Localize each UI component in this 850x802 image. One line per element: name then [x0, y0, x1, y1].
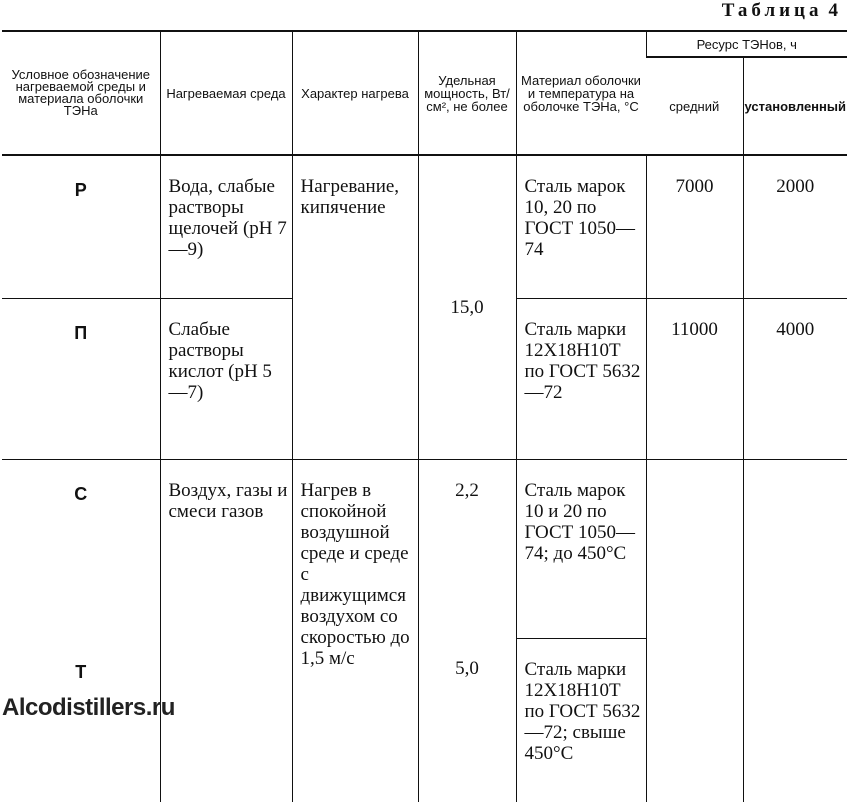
row-label: Р: [2, 155, 160, 299]
row-label: Т: [2, 638, 160, 802]
header-average: средний: [646, 57, 743, 155]
data-table: [2, 30, 847, 802]
header-power: Удельная мощность, Вт/см², не более: [418, 31, 516, 155]
cell-power: 15,0: [418, 155, 516, 460]
cell-average: 11000: [646, 299, 743, 460]
header-material: Материал оболочки и температура на оболочке ТЭНа, °С: [516, 31, 646, 155]
cell-power: 2,2: [418, 460, 516, 639]
cell-heating: Нагревание, кипячение: [292, 155, 418, 460]
cell-material: Сталь марки 12Х18Н10Т по ГОСТ 5632—72: [516, 299, 646, 460]
row-label: П: [2, 299, 160, 460]
header-set: установленный: [743, 57, 847, 155]
header-medium: Нагреваемая среда: [160, 31, 292, 155]
header-resource-group: Ресурс ТЭНов, ч: [646, 31, 847, 57]
header-designation: Условное обозначение нагреваемой среды и материала оболочки ТЭНа: [2, 31, 160, 155]
caption-word: Таблица: [722, 0, 823, 21]
cell-material: Сталь марки 12Х18Н10Т по ГОСТ 5632—72; свыше 450°С: [516, 638, 646, 802]
cell-material: Сталь марок 10 и 20 по ГОСТ 1050—74; до 450°С: [516, 460, 646, 639]
watermark: Alcodistillers.ru: [2, 694, 175, 722]
cell-set: [743, 460, 847, 802]
row-label: С: [2, 460, 160, 639]
cell-medium: Воздух, газы и смеси газов: [160, 460, 292, 802]
cell-power: 5,0: [418, 638, 516, 802]
table-row: [2, 460, 847, 639]
cell-medium: Вода, слабые растворы щелочей (рН 7—9): [160, 155, 292, 299]
cell-average: [646, 460, 743, 802]
cell-heating: Нагрев в спокойной воздушной среде и среде с движущимся воздухом со скоростью до 1,5 м/с: [292, 460, 418, 802]
cell-material: Сталь марок 10, 20 по ГОСТ 1050—74: [516, 155, 646, 299]
cell-medium: Слабые растворы кислот (рН 5—7): [160, 299, 292, 460]
cell-set: 2000: [743, 155, 847, 299]
table-header: [2, 31, 847, 155]
header-heating: Характер нагрева: [292, 31, 418, 155]
table-caption: [722, 0, 838, 22]
table-row: [2, 155, 847, 299]
cell-average: 7000: [646, 155, 743, 299]
caption-number: 4: [829, 0, 839, 21]
cell-set: 4000: [743, 299, 847, 460]
